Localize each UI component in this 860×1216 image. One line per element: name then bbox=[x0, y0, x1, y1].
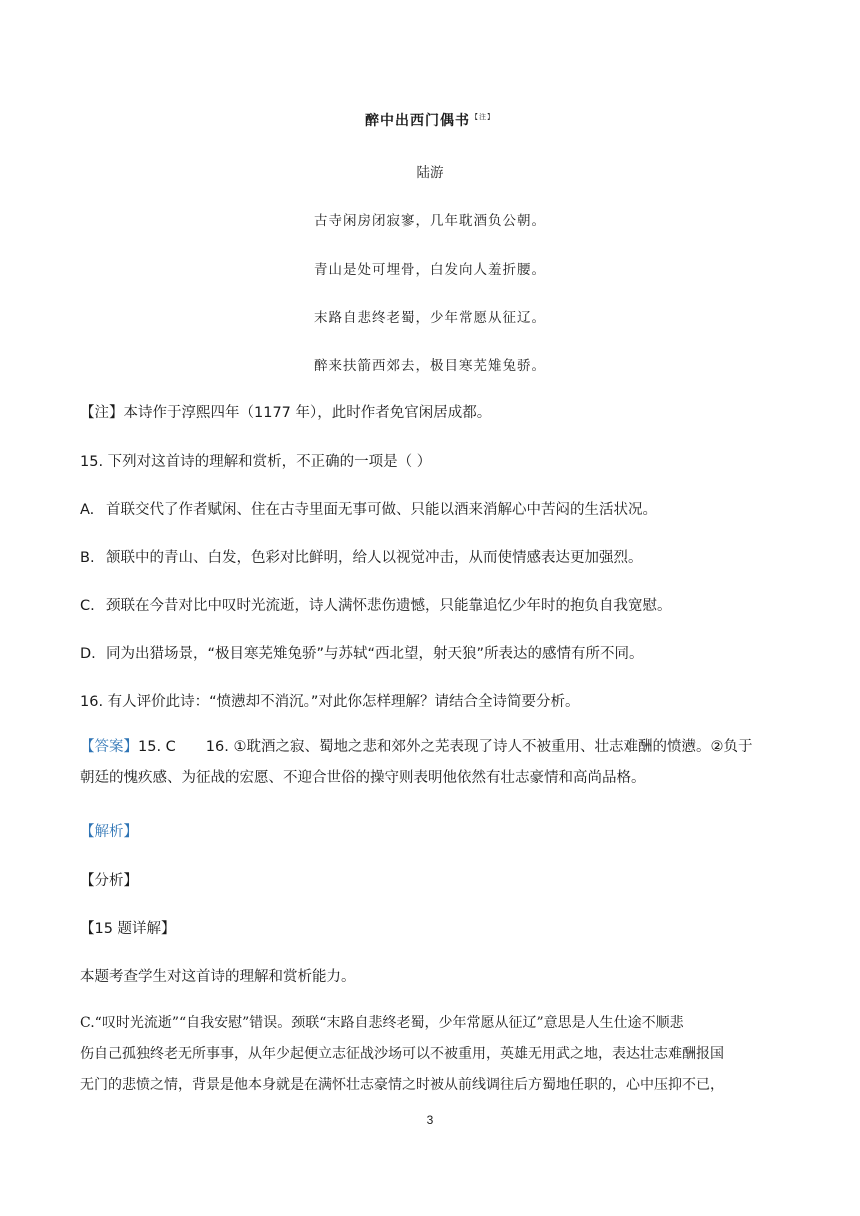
analysis-intro: 本题考查学生对这首诗的理解和赏析能力。 bbox=[80, 969, 356, 985]
note-reference: 【注】 bbox=[471, 113, 495, 121]
analysis-c-line: 无门的悲愤之情，背景是他本身就是在满怀壮志豪情之时被从前线调往后方蜀地任职的，心中压抑不已， bbox=[80, 1077, 724, 1093]
poem-line: 醉来扶箭西郊去，极目寒芜雉兔骄。 bbox=[314, 358, 546, 374]
option-text: 首联交代了作者赋闲、住在古寺里面无事可做、只能以酒来消解心中苦闷的生活状况。 bbox=[106, 502, 657, 518]
answer-q16-line2: 朝廷的愧疚感、为征战的宏愿、不迎合世俗的操守则表明他依然有壮志豪情和高尚品格。 bbox=[80, 770, 646, 786]
analysis-c-line: C.“叹时光流逝”“自我安慰”错误。颈联“末路自悲终老蜀，少年常愿从征辽”意思是人生仕途不顺悲 bbox=[80, 1015, 684, 1031]
answer-block bbox=[80, 732, 786, 794]
option-mark: B. bbox=[80, 550, 95, 566]
option-a bbox=[80, 498, 786, 519]
poem-line: 古寺闲房闭寂寥，几年耽酒负公朝。 bbox=[314, 213, 546, 229]
poem-line: 末路自悲终老蜀，少年常愿从征辽。 bbox=[314, 310, 546, 326]
analysis-label: 【解析】 bbox=[80, 824, 138, 840]
answer-q16-line1: 16. ①耽酒之寂、蜀地之悲和郊外之芜表现了诗人不被重用、壮志难酬的愤懑。②负于 bbox=[205, 739, 753, 755]
option-d bbox=[80, 642, 786, 663]
poem-line: 青山是处可埋骨，白发向人羞折腰。 bbox=[314, 262, 546, 278]
question-16-stem: 16. 有人评价此诗：“愤懑却不消沉。”对此你怎样理解？请结合全诗简要分析。 bbox=[80, 694, 580, 710]
option-b bbox=[80, 546, 786, 567]
answer-line-1 bbox=[80, 732, 786, 763]
answer-label: 【答案】 bbox=[80, 739, 138, 755]
option-mark: D. bbox=[80, 646, 96, 662]
detail-label: 【15 题详解】 bbox=[80, 921, 176, 937]
option-text: 颔联中的青山、白发，色彩对比鲜明，给人以视觉冲击，从而使情感表达更加强烈。 bbox=[106, 550, 643, 566]
question-15-stem: 15. 下列对这首诗的理解和赏析，不正确的一项是（ ） bbox=[80, 454, 432, 470]
analysis-c-line: 伤自己孤独终老无所事事，从年少起便立志征战沙场可以不被重用，英雄无用武之地，表达壮志难酬报国 bbox=[80, 1046, 724, 1062]
option-mark: A. bbox=[80, 502, 95, 518]
analysis-c-block bbox=[80, 1008, 786, 1101]
answer-q15: 15. C bbox=[138, 739, 176, 755]
poem-note: 【注】本诗作于淳熙四年（1177 年），此时作者免官闲居成都。 bbox=[80, 405, 492, 421]
poem-author: 陆游 bbox=[416, 165, 444, 181]
option-text: 颈联在今昔对比中叹时光流逝，诗人满怀悲伤遗憾，只能靠追忆少年时的抱负自我宽慰。 bbox=[106, 598, 672, 614]
option-mark: C. bbox=[80, 598, 95, 614]
option-text: 同为出猎场景，“极目寒芜雉兔骄”与苏轼“西北望，射天狼”所表达的感情有所不同。 bbox=[106, 646, 644, 662]
poem-title bbox=[0, 110, 860, 130]
analysis-sub-label: 【分析】 bbox=[80, 873, 138, 889]
option-c bbox=[80, 594, 786, 615]
page-number: 3 bbox=[426, 1113, 434, 1127]
poem-title-text: 醉中出西门偶书 bbox=[365, 113, 470, 129]
